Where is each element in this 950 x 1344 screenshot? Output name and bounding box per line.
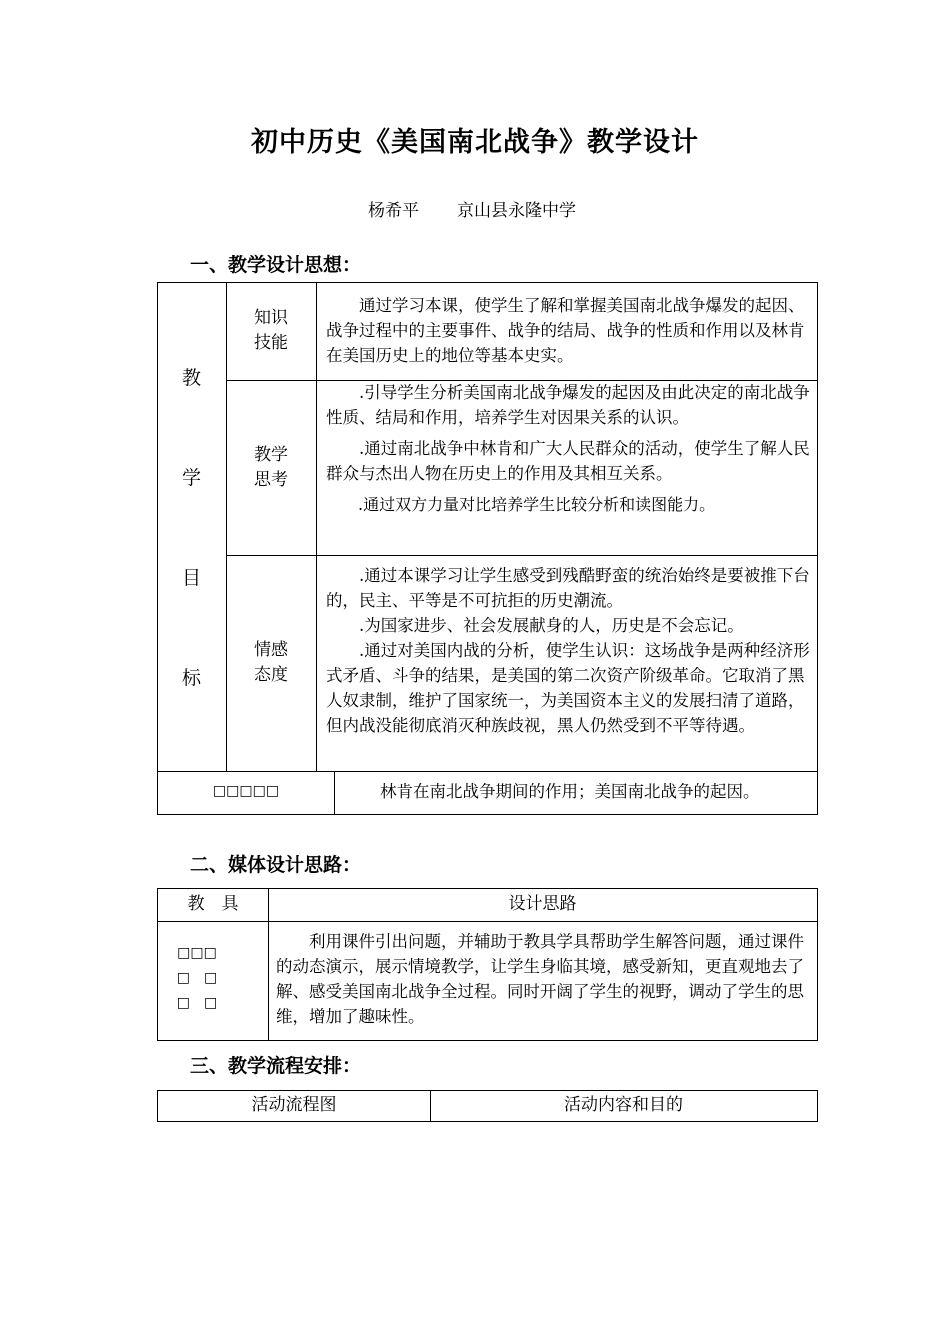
vertical-label-char: 学 (182, 467, 202, 489)
media-header-design: 设计思路 (508, 894, 577, 914)
media-design-text (276, 929, 808, 1029)
author-line (368, 196, 576, 221)
vertical-label-char: 目 (182, 567, 202, 589)
paragraph: .通过南北战争中林肯和广大人民群众的活动，使学生了解人民群众与杰出人物在历史上的作用及其相互关系。 (326, 439, 810, 483)
label-line: 态度 (254, 665, 288, 685)
vertical-label-char: 标 (182, 667, 202, 689)
paragraph: .通过对美国内战的分析，使学生认识：这场战争是两种经济形式矛盾、斗争的结果，是美国的第二次资产阶级革命。它取消了黑人奴隶制，维护了国家统一，为美国资本主义的发展扫清了道路，但内战没能彻底消灭种族歧视，黑人仍然受到不平等待遇。 (326, 641, 810, 735)
key-row-text: 林肯在南北战争期间的作用；美国南北战争的起因。 (380, 782, 760, 801)
label-line: □□□ (177, 945, 217, 961)
label-line: 知识 (254, 308, 288, 328)
paragraph: .为国家进步、社会发展献身的人，历史是不会忘记。 (359, 616, 744, 635)
row-label-knowledge (226, 306, 316, 356)
page-title: 初中历史《美国南北战争》教学设计 (251, 127, 699, 158)
section1-heading: 一、教学设计思想： (190, 254, 362, 276)
row-label-attitude (226, 638, 316, 688)
section2-heading: 二、媒体设计思路： (190, 854, 362, 876)
label-line: □ □ (176, 970, 218, 986)
row-content-thinking (326, 380, 810, 517)
label-line: 教学 (254, 445, 288, 465)
paragraph: 利用课件引出问题，并辅助于教具学具帮助学生解答问题，通过课件的动态演示，展示情境教学，让学生身临其境，感受新知，更直观地去了解、感受美国南北战争全过程。同时开阔了学生的视野，调动了学生的思维，增加了趣味性。 (276, 932, 804, 1026)
school-name: 京山县永隆中学 (457, 201, 576, 221)
label-line: 技能 (254, 333, 288, 353)
paragraph: .通过本课学习让学生感受到残酷野蛮的统治始终是要被推下台的，民主、平等是不可抗拒的历史潮流。 (326, 566, 810, 610)
key-row-label: □□□□□ (212, 783, 280, 799)
paragraph: .通过双方力量对比培养学生比较分析和读图能力。 (358, 495, 716, 514)
row-label-thinking (226, 443, 316, 493)
media-header-tools: 教 具 (187, 894, 239, 914)
label-line: 思考 (254, 470, 288, 490)
flow-col-chart: 活动流程图 (251, 1095, 337, 1115)
media-tool-label (158, 941, 236, 1016)
paragraph: 通过学习本课，使学生了解和掌握美国南北战争爆发的起因、战争过程中的主要事件、战争的结局、战争的性质和作用以及林肯在美国历史上的地位等基本史实。 (326, 296, 805, 365)
flow-col-content: 活动内容和目的 (564, 1095, 683, 1115)
vertical-label-char: 教 (182, 367, 202, 389)
label-line: □ □ (176, 995, 218, 1011)
label-line: 情感 (254, 640, 288, 660)
objectives-table (157, 282, 818, 815)
section3-heading: 三、教学流程安排： (190, 1055, 362, 1077)
media-table (157, 888, 818, 1041)
row-content-attitude (326, 563, 810, 738)
flow-table-header (157, 1090, 818, 1122)
row-content-knowledge (326, 293, 810, 368)
author-name: 杨希平 (368, 201, 419, 221)
paragraph: .引导学生分析美国南北战争爆发的起因及由此决定的南北战争性质、结局和作用，培养学生对因果关系的认识。 (326, 383, 810, 427)
